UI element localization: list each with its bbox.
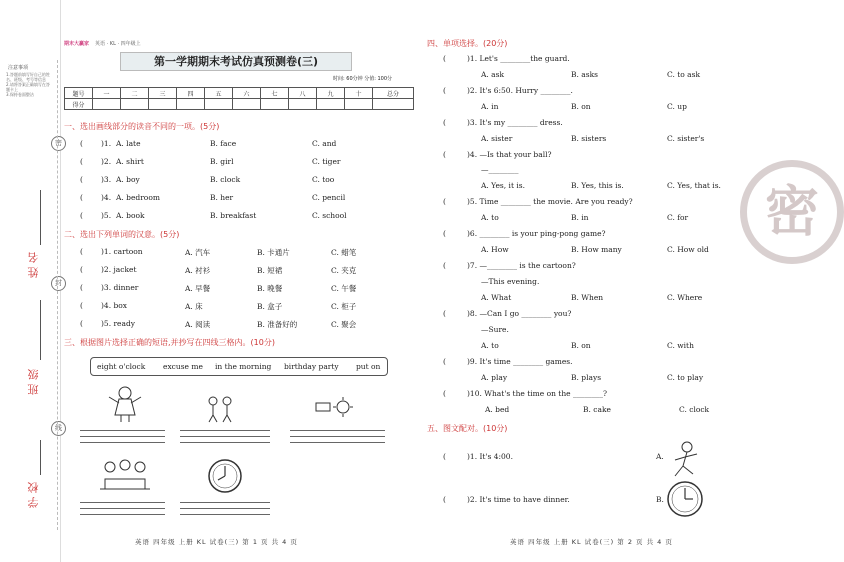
exam-meta: 时间: 60分钟 分值: 100分 (333, 76, 393, 82)
party-picture (95, 457, 155, 495)
list-item: ( (80, 193, 83, 202)
header-brand: 期末大赢家 英语 · KL · 四年级上 (64, 41, 141, 47)
score-table (64, 87, 414, 110)
class-field-label: 班级 (27, 365, 40, 395)
binding-margin (0, 0, 61, 562)
phrase-box (90, 357, 388, 376)
footer-right: 英语 四年级 上册 KL 试卷(三) 第 2 页 共 4 页 (510, 538, 673, 546)
match-item-1: )1. It's 4:00. (467, 452, 513, 461)
match-item-2: )2. It's time to have dinner. (467, 495, 570, 504)
phrase-5: put on (356, 362, 381, 371)
sun-picture (315, 397, 353, 423)
match-option-a: A. (656, 452, 664, 461)
notes-title: 注意事项 (8, 65, 29, 71)
section2-title: 二、选出下列单词的汉意。(5分) (64, 230, 180, 239)
notes-text: 1.答题前填写好自己的姓名、班级、考号等信息 2.请将答案正确填写在答题卡上 3.保持卷面整洁 (6, 72, 50, 97)
running-boy-picture (665, 440, 705, 480)
phrase-4: birthday party (284, 362, 339, 371)
list-item: ( (80, 139, 83, 148)
section5-title: 五、图文配对。(10分) (427, 424, 508, 433)
name-field-label: 姓名 (27, 248, 40, 278)
school-field-line[interactable] (40, 440, 41, 475)
phrase-3: in the morning (215, 362, 272, 371)
cut-line (57, 60, 58, 530)
clock-picture-right (666, 480, 704, 518)
seal-mark-3: 线 (51, 421, 66, 436)
match-option-b: B. (656, 495, 664, 504)
score-header-row: 题号 一 二 三 四 五 六 七 八 九 十 总分 (65, 88, 414, 99)
seal-mark-1: 密 (51, 136, 66, 151)
section1-title: 一、选出画线部分的读音不同的一项。(5分) (64, 122, 220, 131)
phrase-1: eight o'clock (97, 362, 146, 371)
score-value-row: 得分 (65, 99, 414, 110)
kids-picture (205, 395, 235, 423)
school-field-label: 学校 (27, 478, 40, 508)
section3-title: 三、根据图片选择正确的短语,并抄写在四线三格内。(10分) (64, 338, 275, 347)
watermark-stamp: 密 (740, 160, 844, 264)
footer-left: 英语 四年级 上册 KL 试卷(三) 第 1 页 共 4 页 (135, 538, 298, 546)
class-field-line[interactable] (40, 300, 41, 360)
list-item: ( (80, 211, 83, 220)
phrase-2: excuse me (163, 362, 203, 371)
list-item: ( (80, 175, 83, 184)
list-item: ( (80, 157, 83, 166)
page-title: 第一学期期末考试仿真预测卷(三) (120, 52, 352, 71)
name-field-line[interactable] (40, 190, 41, 245)
section4-title: 四、单项选择。(20分) (427, 39, 508, 48)
clock-picture-left (207, 458, 243, 494)
seal-mark-2: 封 (51, 276, 66, 291)
girl-picture (105, 385, 145, 423)
